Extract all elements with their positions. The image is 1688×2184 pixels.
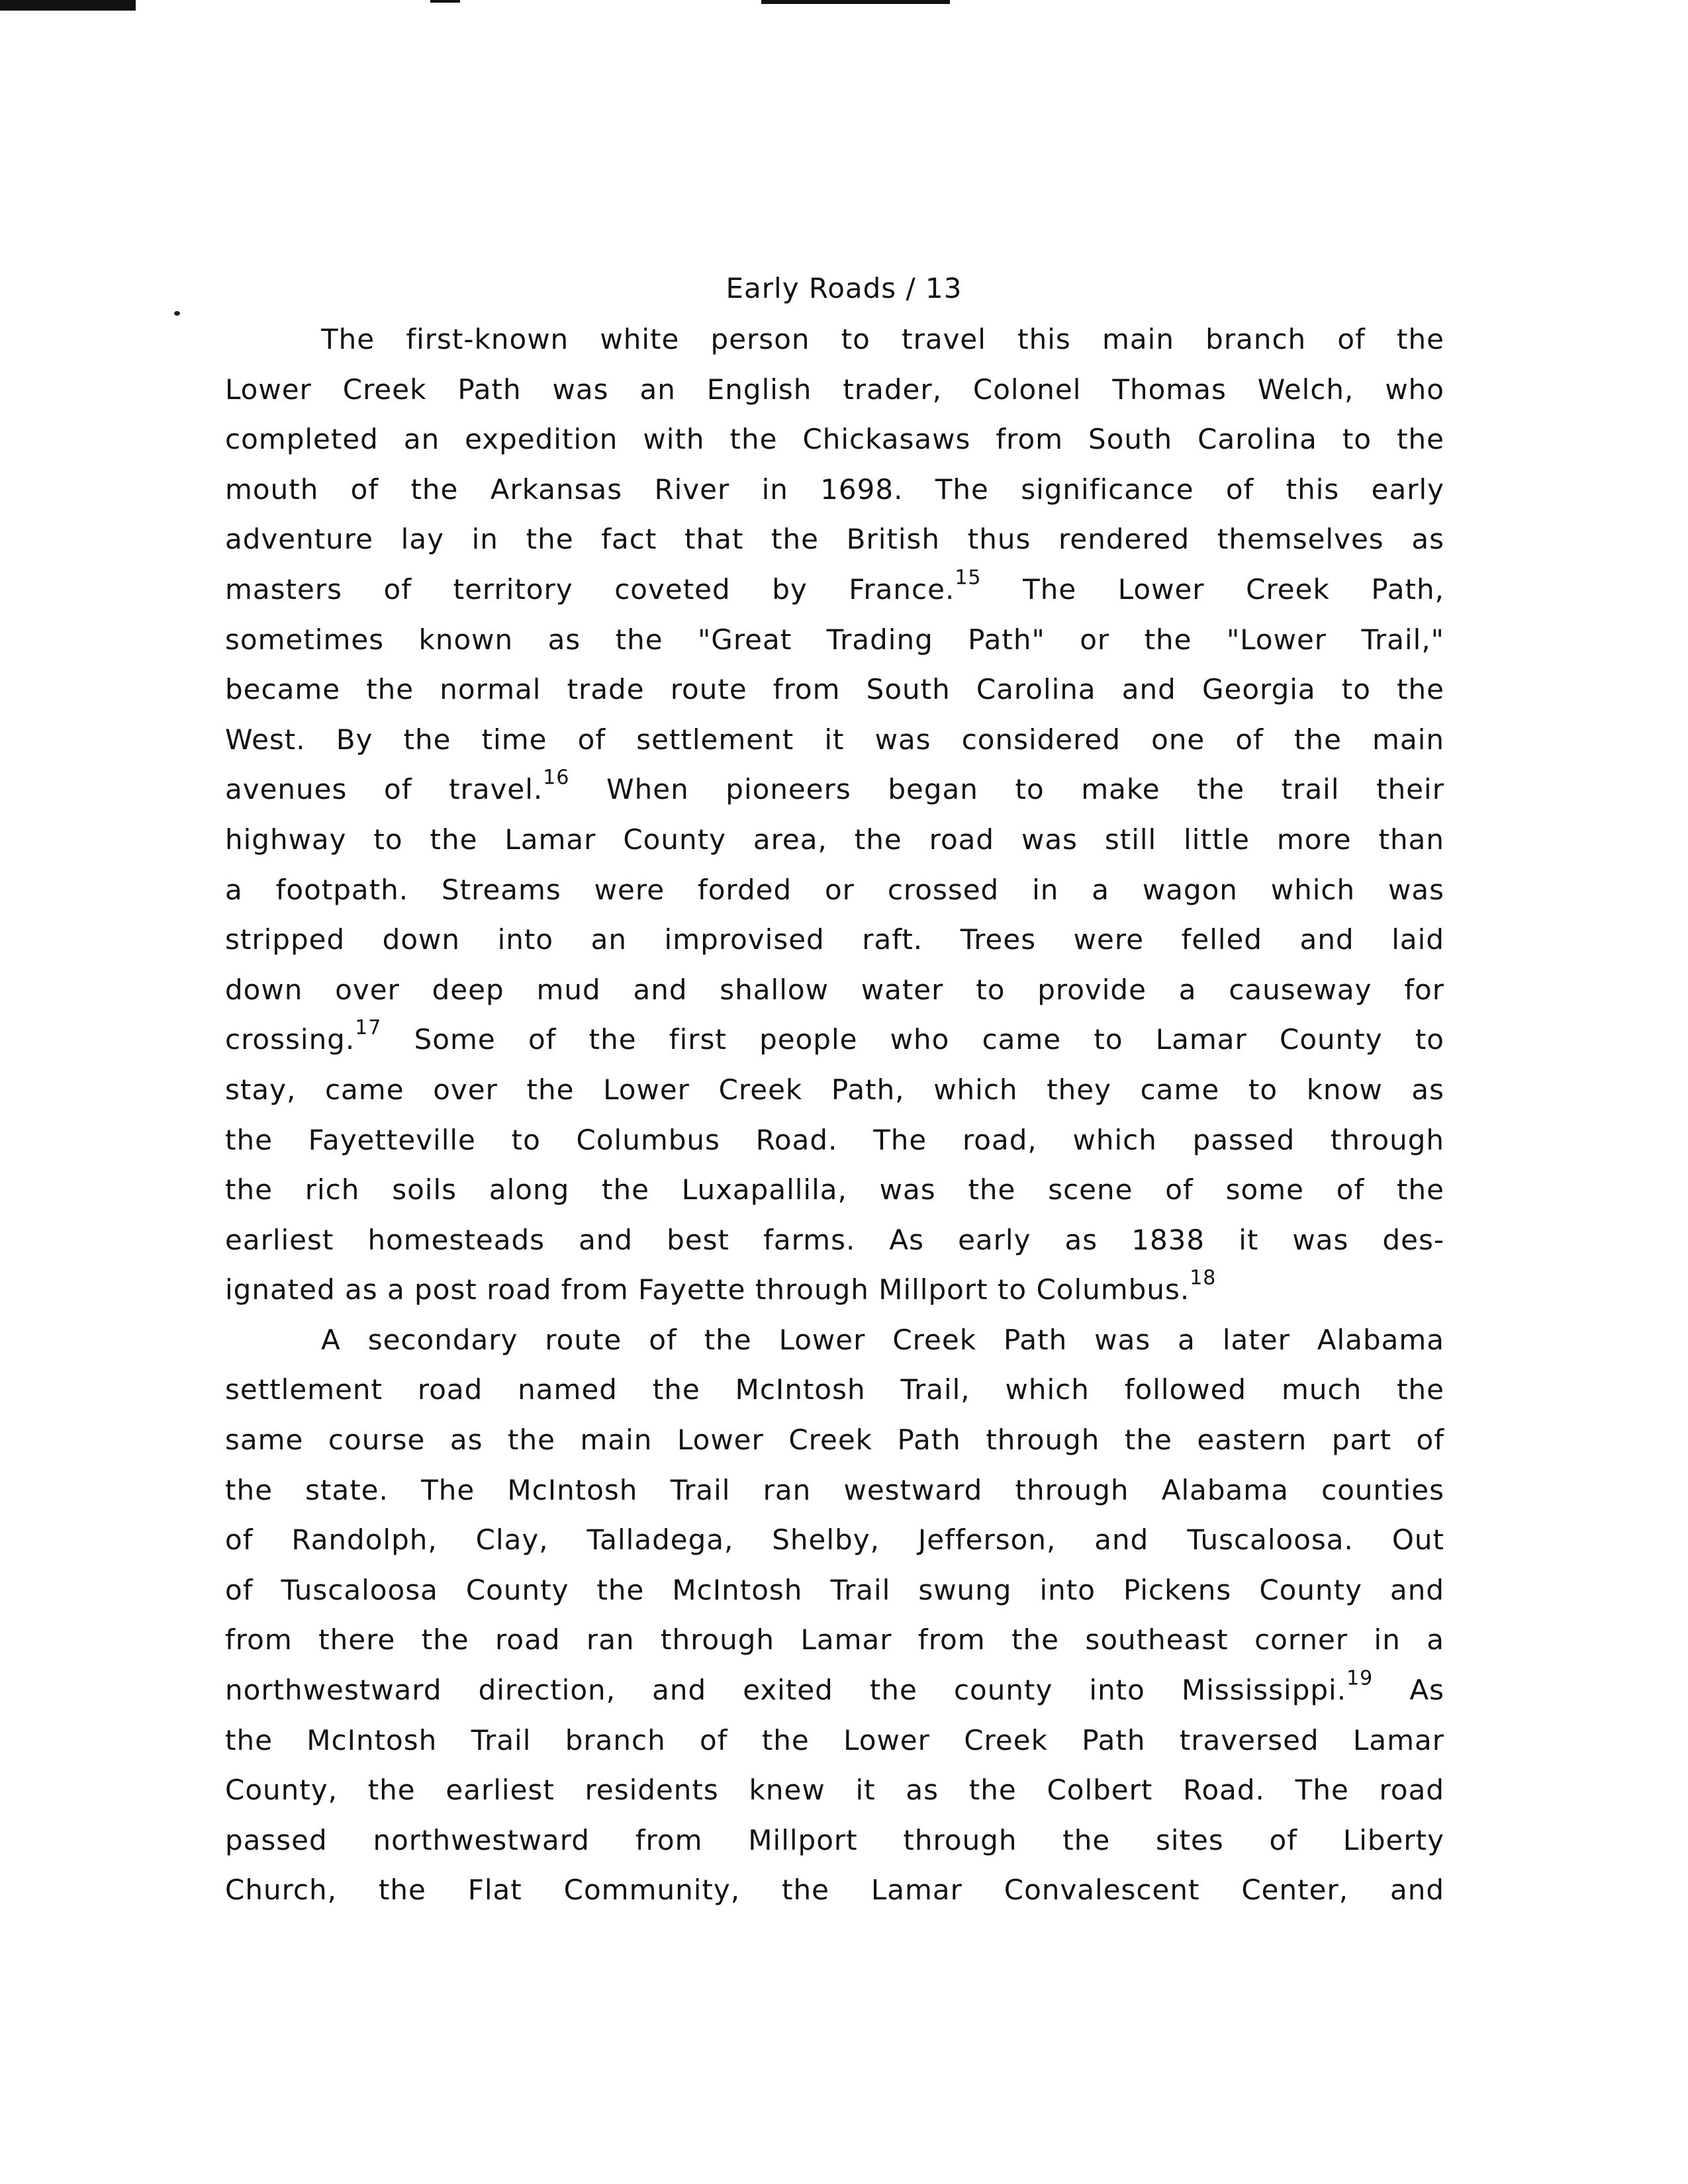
text-line: stay, came over the Lower Creek Path, which they came to know as [225, 1073, 1444, 1106]
line-part: ignated as a post road from Fayette through Millport to Columbus. [225, 1273, 1190, 1306]
text-line: down over deep mud and shallow water to provide a causeway for [225, 973, 1444, 1006]
text-line: Lower Creek Path was an English trader, Colonel Thomas Welch, who [225, 373, 1444, 406]
text-line: sometimes known as the "Great Trading Path" or the "Lower Trail," [225, 623, 1444, 656]
line-part: When pioneers began to make the trail their [606, 773, 1444, 806]
text-line: stripped down into an improvised raft. Trees were felled and laid [225, 923, 1444, 956]
line-part: masters of territory coveted by France. [225, 572, 955, 606]
text-line: highway to the Lamar County area, the road was still little more than [225, 823, 1444, 856]
text-line: from there the road ran through Lamar from the southeast corner in a [225, 1623, 1444, 1657]
text-line: of Randolph, Clay, Talladega, Shelby, Jefferson, and Tuscaloosa. Out [225, 1524, 1444, 1557]
text-line: became the normal trade route from South Carolina and Georgia to the [225, 673, 1444, 706]
line-part: avenues of travel. [225, 773, 543, 806]
text-line: mouth of the Arkansas River in 1698. The significance of this early [225, 473, 1444, 506]
line-part: As [1409, 1674, 1444, 1707]
footnote-ref: 18 [1190, 1266, 1217, 1290]
text-line: a footpath. Streams were forded or crossed in a wagon which was [225, 873, 1444, 906]
line-part: northwestward direction, and exited the county into Mississippi. [225, 1674, 1347, 1707]
text-line [225, 1015, 1444, 1065]
body-text [225, 314, 1444, 1915]
text-line: same course as the main Lower Creek Path through the eastern part of [225, 1424, 1444, 1457]
footnote-ref: 15 [955, 566, 982, 590]
footnote-ref: 16 [543, 766, 570, 790]
text-line: the McIntosh Trail branch of the Lower Creek Path traversed Lamar [225, 1723, 1444, 1756]
text-line: the rich soils along the Luxapallila, was the scene of some of the [225, 1173, 1444, 1206]
text-line: passed northwestward from Millport through the sites of Liberty [225, 1823, 1444, 1856]
line-part: The Lower Creek Path, [1023, 572, 1444, 606]
text-line: of Tuscaloosa County the McIntosh Trail swung into Pickens County and [225, 1573, 1444, 1606]
text-line: the Fayetteville to Columbus Road. The road, which passed through [225, 1123, 1444, 1156]
page-header: Early Roads / 13 [726, 272, 962, 304]
line-part: crossing. [225, 1023, 355, 1056]
text-line: County, the earliest residents knew it as the Colbert Road. The road [225, 1774, 1444, 1807]
text-line: the state. The McIntosh Trail ran westward through Alabama counties [225, 1473, 1444, 1506]
text-line: Church, the Flat Community, the Lamar Convalescent Center, and [225, 1874, 1444, 1907]
text-line: West. By the time of settlement it was considered one of the main [225, 723, 1444, 756]
text-line: settlement road named the McIntosh Trail, which followed much the [225, 1373, 1444, 1406]
text-line: completed an expedition with the Chickasaws from South Carolina to the [225, 423, 1444, 456]
text-line: A secondary route of the Lower Creek Path was a later Alabama [321, 1323, 1444, 1356]
text-line [225, 764, 1444, 815]
scan-edge-mark [761, 0, 950, 4]
text-line [225, 565, 1444, 615]
text-line: adventure lay in the fact that the British thus rendered themselves as [225, 523, 1444, 556]
scan-speck [174, 311, 180, 316]
footnote-ref: 19 [1346, 1666, 1374, 1690]
text-line [225, 1265, 1444, 1315]
text-line: earliest homesteads and best farms. As early as 1838 it was des- [225, 1223, 1444, 1256]
line-part: Some of the first people who came to Lamar County to [414, 1023, 1444, 1056]
text-line [225, 1665, 1444, 1715]
footnote-ref: 17 [355, 1016, 382, 1040]
scan-edge-mark [0, 0, 136, 11]
text-line: The first-known white person to travel this main branch of the [321, 323, 1444, 355]
scan-edge-mark [430, 0, 460, 3]
